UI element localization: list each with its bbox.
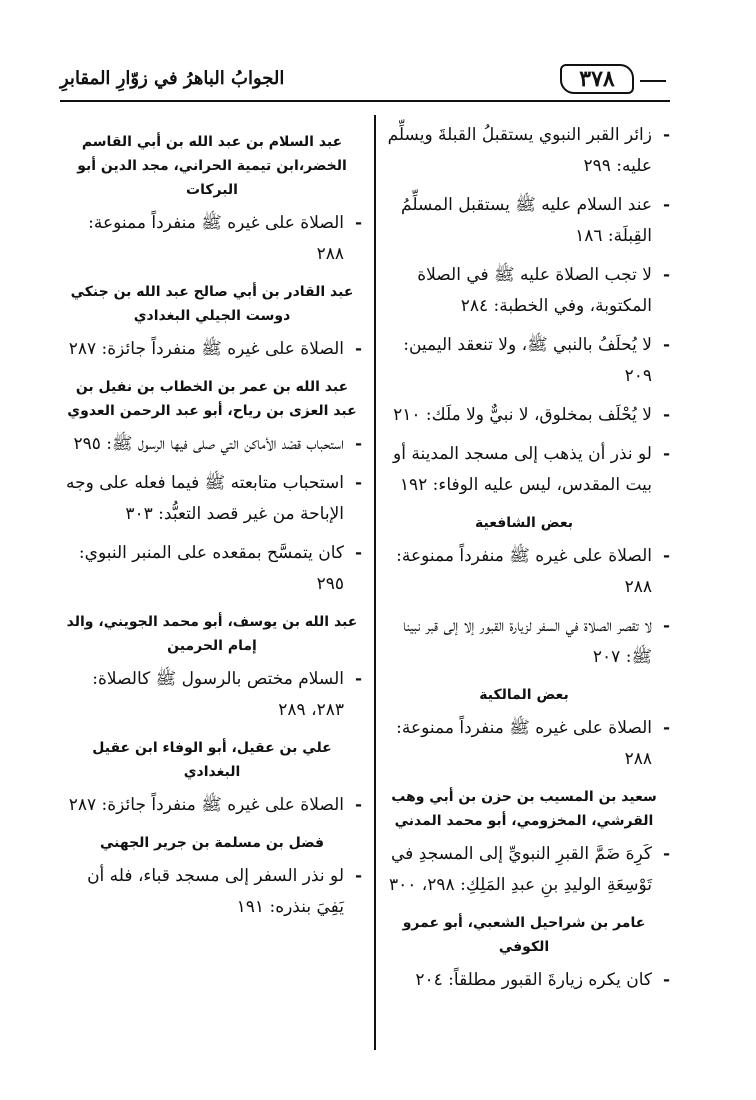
bullet-dash: - bbox=[354, 339, 362, 359]
bullet-dash: - bbox=[662, 970, 670, 990]
column-divider bbox=[374, 115, 376, 1050]
index-heading: سعيد بن المسيب بن حزن بن أبي وهب القرشي، المخزومي، أبو محمد المدني bbox=[391, 789, 657, 829]
entry-text: لو نذر السفر إلى مسجد قباء، فله أن يَفِيَ بنذره: ١٩١ bbox=[87, 866, 344, 917]
index-entry bbox=[378, 439, 670, 501]
bullet-dash: - bbox=[354, 669, 362, 689]
index-entry bbox=[62, 429, 362, 460]
entry-text: الصلاة على غيره ﷺ منفرداً جائزة: ٢٨٧ bbox=[68, 795, 344, 815]
index-entry bbox=[62, 538, 362, 600]
bullet-dash: - bbox=[354, 866, 362, 886]
header-dash-ornament bbox=[640, 80, 666, 82]
index-entry bbox=[378, 190, 670, 252]
index-entry bbox=[378, 330, 670, 392]
page-number-box: ٣٧٨ bbox=[560, 64, 634, 94]
header-rule bbox=[60, 100, 670, 102]
index-entry bbox=[378, 611, 670, 673]
bullet-dash: - bbox=[354, 473, 362, 493]
index-heading: بعض الشافعية bbox=[475, 515, 573, 531]
entry-text: كَرِهَ ضَمَّ القبرِ النبويِّ إلى المسجدِ في تَوْسِعَةِ الوليدِ بنِ عبدِ المَلِكِ: ٢٩٨، ٣٠٠ bbox=[389, 844, 652, 895]
entry-text: لو نذر أن يذهب إلى مسجد المدينة أو بيت المقدس، ليس عليه الوفاء: ١٩٢ bbox=[393, 444, 652, 495]
index-entry bbox=[378, 965, 670, 996]
bullet-dash: - bbox=[662, 265, 670, 285]
entry-text: الصلاة على غيره ﷺ منفرداً ممنوعة: ٢٨٨ bbox=[396, 546, 652, 597]
entry-text: لا يُحْلَف بمخلوق، لا نبيٌّ ولا ملَك: ٢١٠ bbox=[393, 405, 652, 425]
entry-text: كان يتمسَّح بمقعده على المنبر النبوي: ٢٩٥ bbox=[78, 543, 344, 594]
page-header bbox=[0, 60, 756, 106]
index-heading: عبد القادر بن أبي صالح عبد الله بن جنكي دوست الجيلي البغدادي bbox=[70, 284, 354, 324]
entry-text: استحباب متابعته ﷺ فيما فعله على وجه الإباحة من غير قصد التعبُّد: ٣٠٣ bbox=[65, 473, 344, 524]
index-entry bbox=[378, 839, 670, 901]
entry-text: الصلاة على غيره ﷺ منفرداً ممنوعة: ٢٨٨ bbox=[88, 213, 344, 264]
entry-text: الصلاة على غيره ﷺ منفرداً ممنوعة: ٢٨٨ bbox=[396, 718, 652, 769]
index-heading: بعض المالكية bbox=[479, 687, 569, 703]
entry-text: لا يُحلَفُ بالنبي ﷺ، ولا تنعقد اليمين: ٢٠٩ bbox=[403, 335, 652, 386]
bullet-dash: - bbox=[354, 795, 362, 815]
bullet-dash: - bbox=[662, 195, 670, 215]
index-entry bbox=[62, 790, 362, 821]
index-heading: عبد الله بن يوسف، أبو محمد الجويني، والد إمام الحرمين bbox=[66, 614, 358, 654]
bullet-dash: - bbox=[662, 335, 670, 355]
entry-text: زائر القبر النبوي يستقبلُ القبلةَ ويسلِّم عليه: ٢٩٩ bbox=[387, 125, 652, 176]
bullet-dash: - bbox=[662, 616, 670, 636]
index-heading: عامر بن شراحيل الشعبي، أبو عمرو الكوفي bbox=[402, 915, 646, 955]
bullet-dash: - bbox=[662, 546, 670, 566]
bullet-dash: - bbox=[354, 434, 362, 454]
entry-text: الصلاة على غيره ﷺ منفرداً جائزة: ٢٨٧ bbox=[68, 339, 344, 359]
index-entry bbox=[378, 260, 670, 322]
entry-text: السلام مختص بالرسول ﷺ كالصلاة: ٢٨٣، ٢٨٩ bbox=[92, 669, 344, 720]
bullet-dash: - bbox=[662, 718, 670, 738]
index-heading: عبد السلام بن عبد الله بن أبي القاسم الخضر،ابن تيمية الحراني، مجد الدين أبو البركات bbox=[77, 134, 347, 198]
entry-text: لا تجب الصلاة عليه ﷺ في الصلاة المكتوبة، وفي الخطبة: ٢٨٤ bbox=[417, 265, 652, 316]
index-heading: فضل بن مسلمة بن جرير الجهني bbox=[99, 835, 325, 851]
bullet-dash: - bbox=[662, 125, 670, 145]
index-entry bbox=[378, 400, 670, 431]
index-entry bbox=[62, 664, 362, 726]
bullet-dash: - bbox=[662, 444, 670, 464]
index-entry bbox=[62, 208, 362, 270]
index-entry bbox=[378, 120, 670, 182]
index-entry bbox=[378, 541, 670, 603]
right-column bbox=[378, 120, 670, 1004]
index-entry bbox=[62, 334, 362, 365]
index-entry bbox=[378, 713, 670, 775]
index-entry bbox=[62, 468, 362, 530]
index-heading: عبد الله بن عمر بن الخطاب بن نفيل بن عبد العزى بن رياح، أبو عبد الرحمن العدوي bbox=[67, 379, 357, 419]
running-title: الجوابُ الباهرُ في زوّارِ المقابرِ bbox=[60, 68, 285, 89]
bullet-dash: - bbox=[354, 213, 362, 233]
bullet-dash: - bbox=[662, 405, 670, 425]
bullet-dash: - bbox=[354, 543, 362, 563]
index-entry bbox=[62, 861, 362, 923]
entry-text: لا تقصر الصلاة في السفر لزيارة القبور إلا إلى قبر نبينا ﷺ: ٢٠٧ bbox=[402, 616, 652, 667]
bullet-dash: - bbox=[662, 844, 670, 864]
index-heading: علي بن عقيل، أبو الوفاء ابن عقيل البغدادي bbox=[92, 740, 332, 780]
entry-text: استحباب قصْد الأماكن التي صلى فيها الرسول ﷺ: ٢٩٥ bbox=[73, 434, 344, 454]
entry-text: كان يكره زيارةَ القبور مطلقاً: ٢٠٤ bbox=[415, 970, 652, 990]
entry-text: عند السلام عليه ﷺ يستقبل المسلِّمُ القِبلَة: ١٨٦ bbox=[401, 195, 652, 246]
left-column bbox=[62, 120, 362, 931]
